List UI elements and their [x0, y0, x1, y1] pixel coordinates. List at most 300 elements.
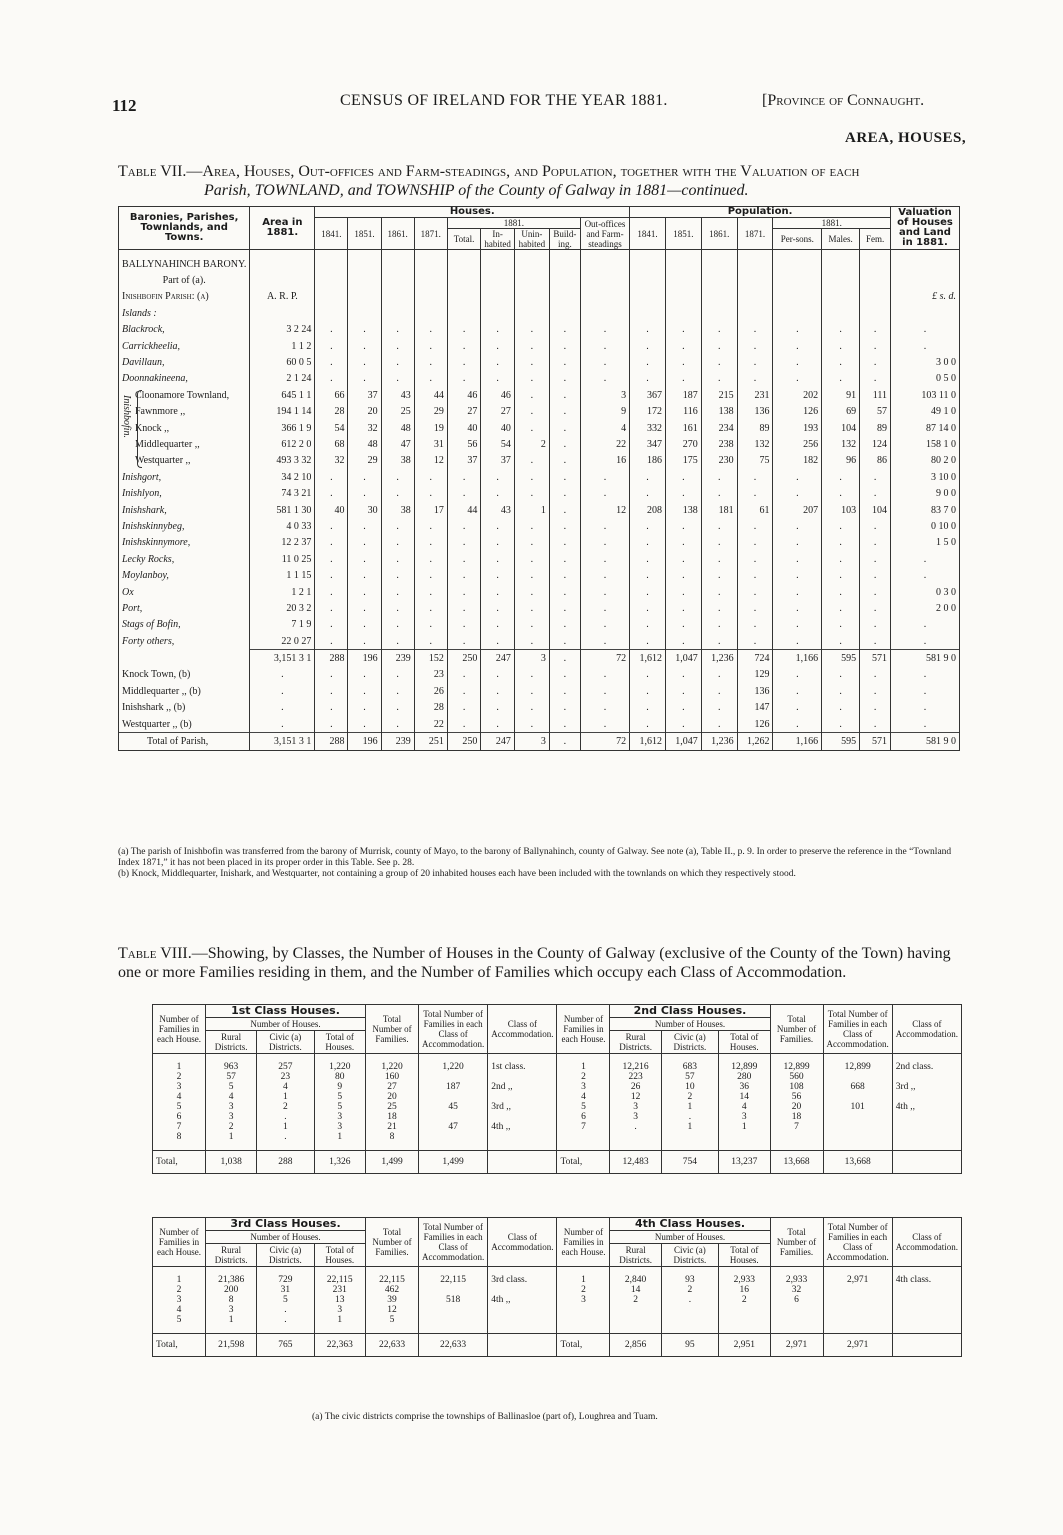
t7-cell-m: .	[822, 700, 860, 716]
t8-h-total-houses: Total of Houses.	[314, 1031, 365, 1054]
t7-row	[119, 716, 960, 733]
t8-families-value: 20	[791, 1102, 802, 1112]
t7-cell-pers: .	[773, 584, 822, 600]
t7-cell-h41: .	[315, 551, 348, 567]
t8-fam-value: 6	[176, 1112, 182, 1122]
t7-part-of: Part of (a).	[119, 272, 250, 288]
t8-total-label: Total,	[557, 1334, 610, 1357]
t7-cell-p71: .	[737, 567, 773, 583]
t8-fam-value: 2	[581, 1072, 586, 1082]
t7-cell-p41: 186	[630, 453, 666, 469]
table7-caption	[118, 162, 963, 200]
t7-row	[119, 354, 960, 370]
t8-fam-value: 1	[581, 1275, 586, 1285]
t7-cell-p41: .	[630, 584, 666, 600]
t7-cell-out: .	[580, 485, 629, 501]
t7-cell-val: .	[891, 667, 960, 683]
t7-cell-h71: .	[414, 322, 447, 338]
t7-cell-bld: .	[549, 733, 580, 750]
t7-cell-p61: .	[701, 700, 737, 716]
t7-cell-area: 7 1 9	[250, 617, 315, 633]
t7-cell-area: 1 1 15	[250, 567, 315, 583]
t7-cell-tot: .	[447, 338, 481, 354]
t8-total-class: 22,633	[419, 1334, 488, 1357]
t7-cell-val: 49 1 0	[891, 404, 960, 420]
t8-total-civic: 754	[661, 1151, 718, 1174]
t7-cell-val: 581 9 0	[891, 733, 960, 750]
t7-cell-h71: 23	[414, 667, 447, 683]
t7-row	[119, 322, 960, 338]
t7-cell-inh: .	[481, 567, 514, 583]
t7-cell-h41: .	[315, 354, 348, 370]
t8-rural-value: 26	[630, 1082, 641, 1092]
t7-cell-inh: 247	[481, 733, 514, 750]
t7-row	[119, 667, 960, 683]
t7-row-name: Inishskinnybeg,	[119, 518, 250, 534]
t7-cell-h51: 48	[348, 436, 381, 452]
t7-row-name: Cloonamore Townland,	[119, 387, 250, 403]
t7-cell-inh: 54	[481, 436, 514, 452]
t7-cell-p61: .	[701, 535, 737, 551]
t7-cell-h61: .	[381, 338, 414, 354]
t7-cell-m: 132	[822, 436, 860, 452]
t7-cell-area: 60 0 5	[250, 354, 315, 370]
t8-total-label: Total,	[153, 1151, 206, 1174]
t7-cell-p61: 1,236	[701, 733, 737, 750]
t7-cell-p51: 175	[665, 453, 701, 469]
t7-cell-h61: .	[381, 567, 414, 583]
t8-h-total-fam-class: Total Number of Families in each Class of Accommodation.	[823, 1218, 892, 1267]
t8-total-rural: 21,598	[206, 1334, 257, 1357]
t7-cell-m: .	[822, 584, 860, 600]
t7-cell-inh: 247	[481, 650, 514, 667]
t7-h41: 1841.	[315, 218, 348, 250]
t7-cell-p41: .	[630, 322, 666, 338]
t8-fam-value: 3	[176, 1082, 182, 1092]
t7-cell-p71: .	[737, 371, 773, 387]
t7-cell-uninh: .	[514, 600, 549, 616]
t7-cell-tot: .	[447, 600, 481, 616]
t7-cell-p61: .	[701, 485, 737, 501]
t8-civic-value: 2	[687, 1285, 693, 1295]
t7-cell-h51: .	[348, 584, 381, 600]
t7-sub-building: Build-ing.	[549, 229, 580, 250]
t8-rural-value: 1	[228, 1132, 234, 1142]
t7-cell-out: 4	[580, 420, 629, 436]
t7-cell-f: 571	[860, 650, 891, 667]
t7-cell-h61: .	[381, 667, 414, 683]
t7-cell-p61: .	[701, 567, 737, 583]
t7-cell-p51: .	[665, 469, 701, 485]
t7-cell-p71: .	[737, 322, 773, 338]
t7-cell-p41: .	[630, 371, 666, 387]
t8-h-total-houses: Total of Houses.	[719, 1244, 771, 1267]
t7-cell-out: .	[580, 518, 629, 534]
t8-total-civic: 765	[257, 1334, 314, 1357]
t7-cell-uninh: .	[514, 354, 549, 370]
t8-total-value: 80	[335, 1072, 345, 1082]
t7-cell-p61: 215	[701, 387, 737, 403]
t7-cell-pers: .	[773, 567, 822, 583]
t7-footnote-b: (b) Knock, Middlequarter, Inishark, and Westquarter, not containing a group of 20 inhabited houses each have been included with the townlands on which they respectively stood.	[118, 869, 796, 879]
t7-cell-h51: .	[348, 518, 381, 534]
t8-fam-value: 7	[176, 1122, 182, 1132]
t7-cell-h51: .	[348, 338, 381, 354]
t7-cell-p61: .	[701, 469, 737, 485]
t8-civic-value: .	[688, 1295, 692, 1305]
t7-cell-h71: 17	[414, 502, 447, 518]
t7-cell-p41: 367	[630, 387, 666, 403]
t7-cell-uninh: .	[514, 700, 549, 716]
t7-row-name: Inishgort,	[119, 469, 250, 485]
t7-cell-p61: .	[701, 518, 737, 534]
t8-total-value: 12,899	[731, 1062, 758, 1072]
t8-class-value: 4th ,,	[491, 1122, 511, 1132]
t7-row-name: Davillaun,	[119, 354, 250, 370]
t7-cell-m: .	[822, 469, 860, 485]
t7-cell-tot: .	[447, 535, 481, 551]
t7-cell-h41: .	[315, 535, 348, 551]
t8-class-total-value: 518	[445, 1295, 461, 1305]
table7-caption-line2: Parish, TOWNLAND, and TOWNSHIP of the County of Galway in 1881—continued.	[204, 182, 749, 199]
t7-cell-bld: .	[549, 633, 580, 650]
t7-cell-p51: .	[665, 600, 701, 616]
t7-cell-p71: 75	[737, 453, 773, 469]
t7-cell-p41: 208	[630, 502, 666, 518]
t7-cell-p41: 332	[630, 420, 666, 436]
table7	[118, 206, 960, 751]
t7-cell-tot: 44	[447, 502, 481, 518]
t8-families-value: 108	[789, 1082, 804, 1092]
t7-cell-f: .	[860, 633, 891, 650]
t7-cell-h71: .	[414, 584, 447, 600]
t7-cell-h71: 251	[414, 733, 447, 750]
t7-cell-m: 69	[822, 404, 860, 420]
t7-cell-tot: .	[447, 518, 481, 534]
t7-cell-uninh: 3	[514, 650, 549, 667]
t7-cell-bld: .	[549, 371, 580, 387]
t8-class-value: 1st class.	[491, 1062, 526, 1072]
t7-cell-h71: .	[414, 469, 447, 485]
t8-total-class: 1,499	[419, 1151, 488, 1174]
t7-cell-p51: .	[665, 485, 701, 501]
t7-cell-h41: .	[315, 683, 348, 699]
t7-cell-out: .	[580, 600, 629, 616]
t7-cell-pers: .	[773, 338, 822, 354]
t7-cell-p61: 138	[701, 404, 737, 420]
t8-total-houses: 1,326	[314, 1151, 365, 1174]
t7-cell-tot: .	[447, 617, 481, 633]
t8-total-value: 3	[337, 1305, 343, 1315]
t7-cell-f: .	[860, 584, 891, 600]
t7-cell-area: 366 1 9	[250, 420, 315, 436]
t7-cell-h71: .	[414, 485, 447, 501]
t7-cell-pers: .	[773, 354, 822, 370]
t8-fam-value: 5	[176, 1102, 182, 1112]
t7-cell-h71: 26	[414, 683, 447, 699]
t7-cell-m: .	[822, 567, 860, 583]
t7-cell-h71: 12	[414, 453, 447, 469]
t7-cell-inh: .	[481, 535, 514, 551]
t7-cell-out: .	[580, 667, 629, 683]
t7-cell-h41: .	[315, 567, 348, 583]
t7-cell-h41: 288	[315, 650, 348, 667]
t7-cell-area: 22 0 27	[250, 633, 315, 650]
t8-h-civic: Civic (a) Districts.	[257, 1031, 314, 1054]
t7-cell-bld: .	[549, 485, 580, 501]
t7-cell-h41: .	[315, 667, 348, 683]
t7-cell-h51: .	[348, 683, 381, 699]
t8-families-value: 18	[387, 1112, 397, 1122]
t7-cell-f: 86	[860, 453, 891, 469]
t7-cell-out: .	[580, 469, 629, 485]
t7-row-name: Inishshark ,, (b)	[119, 700, 250, 716]
t7-cell-tot: .	[447, 485, 481, 501]
t7-row-name: Stags of Bofin,	[119, 617, 250, 633]
t7-cell-bld: .	[549, 617, 580, 633]
t7-cell-m: .	[822, 518, 860, 534]
t7-cell-tot: 27	[447, 404, 481, 420]
t7-cell-inh: .	[481, 485, 514, 501]
t7-parish: Inishbofin Parish: (a)	[119, 289, 250, 305]
t7-cell-area: .	[250, 716, 315, 733]
t7-cell-out: .	[580, 354, 629, 370]
t7-row	[119, 567, 960, 583]
t7-cell-f: .	[860, 617, 891, 633]
t7-cell-h61: .	[381, 371, 414, 387]
t7-sub-uninhabited: Unin-habited	[514, 229, 549, 250]
t8-h-total-families: Total Number of Families.	[770, 1005, 823, 1054]
t7-row-name: Blackrock,	[119, 322, 250, 338]
t7-row	[119, 683, 960, 699]
t8-total-class: 13,668	[823, 1151, 892, 1174]
t7-cell-p41: 172	[630, 404, 666, 420]
t7-cell-h61: .	[381, 354, 414, 370]
t7-cell-out: .	[580, 617, 629, 633]
t7-cell-bld: .	[549, 453, 580, 469]
t7-cell-h51: .	[348, 322, 381, 338]
t7-cell-out: 16	[580, 453, 629, 469]
t7-cell-val: 2 0 0	[891, 600, 960, 616]
t8-class-value: 3rd ,,	[895, 1082, 916, 1092]
t8-civic-value: 4	[283, 1082, 288, 1092]
t7-cell-out: 72	[580, 650, 629, 667]
t7-cell-val: 581 9 0	[891, 650, 960, 667]
t8-fam-value: 5	[176, 1315, 182, 1325]
t7-cell-p41: .	[630, 617, 666, 633]
t7-row-name: Knock ,,	[119, 420, 250, 436]
t7-cell-h51: 30	[348, 502, 381, 518]
t7-cell-area: .	[250, 683, 315, 699]
t7-cell-h61: .	[381, 535, 414, 551]
t7-cell-f: 89	[860, 420, 891, 436]
t7-cell-h71: .	[414, 600, 447, 616]
t7-cell-h51: 20	[348, 404, 381, 420]
t8-civic-value: 93	[685, 1275, 695, 1285]
t7-cell-uninh: .	[514, 667, 549, 683]
t7-cell-inh: .	[481, 469, 514, 485]
t8-total-value: 3	[741, 1112, 747, 1122]
t7-cell-tot: .	[447, 584, 481, 600]
t7-cell-h61: .	[381, 584, 414, 600]
t7-cell-bld: .	[549, 600, 580, 616]
t8-h-number-houses: Number of Houses.	[610, 1018, 770, 1031]
t7-cell-h71: 31	[414, 436, 447, 452]
t7-cell-f: .	[860, 535, 891, 551]
t8-total-families: 13,668	[770, 1151, 823, 1174]
t7-cell-tot: .	[447, 551, 481, 567]
t8-total-value: 280	[737, 1072, 752, 1082]
t7-cell-pers: 126	[773, 404, 822, 420]
t7-cell-f: .	[860, 338, 891, 354]
t8-civic-value: 1	[283, 1092, 288, 1102]
t7-cell-h71: .	[414, 617, 447, 633]
t7-cell-m: 104	[822, 420, 860, 436]
t7-h61: 1861.	[381, 218, 414, 250]
t7-cell-uninh: .	[514, 338, 549, 354]
t7-cell-inh: .	[481, 551, 514, 567]
t7-col-houses: Houses.	[315, 207, 630, 218]
t7-cell-p71: .	[737, 535, 773, 551]
t8-h-families: Number of Families in each House.	[153, 1218, 206, 1267]
t8-total-label: Total,	[153, 1334, 206, 1357]
t7-row-name: Middlequarter ,, (b)	[119, 683, 250, 699]
t7-cell-f: .	[860, 567, 891, 583]
t8-civic-value: 683	[682, 1062, 697, 1072]
t7-cell-h61: .	[381, 469, 414, 485]
t7-h71: 1871.	[414, 218, 447, 250]
t8-families-value: 2,933	[785, 1275, 808, 1285]
t7-cell-f: .	[860, 469, 891, 485]
t8-families-value: 462	[384, 1285, 400, 1295]
t7-cell-out: .	[580, 371, 629, 387]
t8-h-rural: Rural Districts.	[610, 1031, 661, 1054]
t7-cell-h51: .	[348, 700, 381, 716]
t8-class-value: 2nd ,,	[491, 1082, 513, 1092]
t7-cell-h51: .	[348, 551, 381, 567]
t8-total-value: 1	[337, 1315, 343, 1325]
t8-rural-value: 3	[228, 1112, 234, 1122]
t7-row-name: Lecky Rocks,	[119, 551, 250, 567]
t8-h-rural: Rural Districts.	[206, 1244, 257, 1267]
t7-row	[119, 436, 960, 452]
t8-total-value: 3	[337, 1122, 343, 1132]
t8-footnote: (a) The civic districts comprise the townships of Ballinasloe (part of), Loughrea and Tuam.	[312, 1412, 658, 1422]
t8-rural-value: 3	[228, 1102, 234, 1112]
t7-row-name: Inishlyon,	[119, 485, 250, 501]
t7-cell-uninh: .	[514, 469, 549, 485]
t8-rural-value: 1	[228, 1315, 234, 1325]
t7-cell-area: 612 2 0	[250, 436, 315, 452]
t7-cell-p71: 129	[737, 667, 773, 683]
t7-cell-pers: 1,166	[773, 733, 822, 750]
t8-families-value: 12,899	[783, 1062, 810, 1072]
t8-h-rural: Rural Districts.	[610, 1244, 661, 1267]
t8-families-value: 56	[791, 1092, 802, 1102]
t7-cell-pers: .	[773, 716, 822, 733]
t7-cell-tot: 56	[447, 436, 481, 452]
t7-group-brace	[137, 390, 142, 468]
t7-cell-p71: .	[737, 518, 773, 534]
t7-cell-val: 3 0 0	[891, 354, 960, 370]
t7-cell-val: 87 14 0	[891, 420, 960, 436]
t7-cell-out: 72	[580, 733, 629, 750]
t7-cell-pers: .	[773, 322, 822, 338]
t7-cell-pers: .	[773, 551, 822, 567]
t7-row-name: Port,	[119, 600, 250, 616]
t7-cell-p51: 116	[665, 404, 701, 420]
t8-rural-value: 12	[630, 1092, 641, 1102]
t7-cell-p51: .	[665, 535, 701, 551]
t7-cell-p61: 230	[701, 453, 737, 469]
t8-total-label: Total,	[557, 1151, 610, 1174]
t7-cell-inh: 27	[481, 404, 514, 420]
t8-h-number-houses: Number of Houses.	[610, 1231, 770, 1244]
t8-rural-value: 2,840	[624, 1275, 647, 1285]
table7-caption-main: Area, Houses, Out-offices and Farm-steadings, and Population, together with the Valuation of each	[202, 163, 860, 180]
t7-row	[119, 404, 960, 420]
t8-rural-value: 12,216	[622, 1062, 649, 1072]
t7-cell-pers: .	[773, 518, 822, 534]
t7-cell-out: .	[580, 567, 629, 583]
t7-cell-h51: 29	[348, 453, 381, 469]
t7-cell-m: .	[822, 371, 860, 387]
t8-total-value: 1,220	[329, 1062, 351, 1072]
t8-rural-value: 57	[226, 1072, 236, 1082]
t8-total-rural: 1,038	[206, 1151, 257, 1174]
t8-rural-value: 4	[228, 1092, 234, 1102]
t7-cell-p61: .	[701, 633, 737, 650]
t8-fam-value: 8	[176, 1132, 182, 1142]
t8-class-total-value: 101	[850, 1102, 865, 1112]
t8-total-value: 2,933	[733, 1275, 755, 1285]
t7-cell-h71: .	[414, 518, 447, 534]
t7-cell-tot: .	[447, 322, 481, 338]
t7-cell-tot: .	[447, 633, 481, 650]
t7-cell-p51: .	[665, 584, 701, 600]
t7-cell-area: 1 2 1	[250, 584, 315, 600]
t7-cell-p51: 138	[665, 502, 701, 518]
t7-cell-h41: 68	[315, 436, 348, 452]
t7-cell-inh: 40	[481, 420, 514, 436]
t7-cell-p51: 270	[665, 436, 701, 452]
t7-cell-h61: 38	[381, 502, 414, 518]
t8-civic-value: 31	[280, 1285, 291, 1295]
t7-cell-p71: 132	[737, 436, 773, 452]
t7-cell-area: 3,151 3 1	[250, 733, 315, 750]
t7-cell-f: .	[860, 371, 891, 387]
t7-row-name: Middlequarter ,,	[119, 436, 250, 452]
t7-cell-h71: 22	[414, 716, 447, 733]
t7-cell-area: 34 2 10	[250, 469, 315, 485]
t8-total-civic: 288	[257, 1151, 314, 1174]
t7-row-name: Fawnmore ,,	[119, 404, 250, 420]
t7-cell-m: .	[822, 354, 860, 370]
t7-cell-h51: .	[348, 371, 381, 387]
t7-cell-bld: .	[549, 338, 580, 354]
t7-cell-p61: 1,236	[701, 650, 737, 667]
t7-cell-h61: 38	[381, 453, 414, 469]
t7-cell-p51: 1,047	[665, 733, 701, 750]
t7-cell-p61: 181	[701, 502, 737, 518]
t8-class-value: 4th class.	[895, 1275, 932, 1285]
t8-class-total-value: 45	[448, 1102, 458, 1112]
t7-cell-h61: .	[381, 716, 414, 733]
t8-fam-value: 6	[581, 1112, 586, 1122]
t7-sub-inhabited: In-habited	[481, 229, 514, 250]
t7-cell-h61: .	[381, 485, 414, 501]
t7-row	[119, 387, 960, 403]
